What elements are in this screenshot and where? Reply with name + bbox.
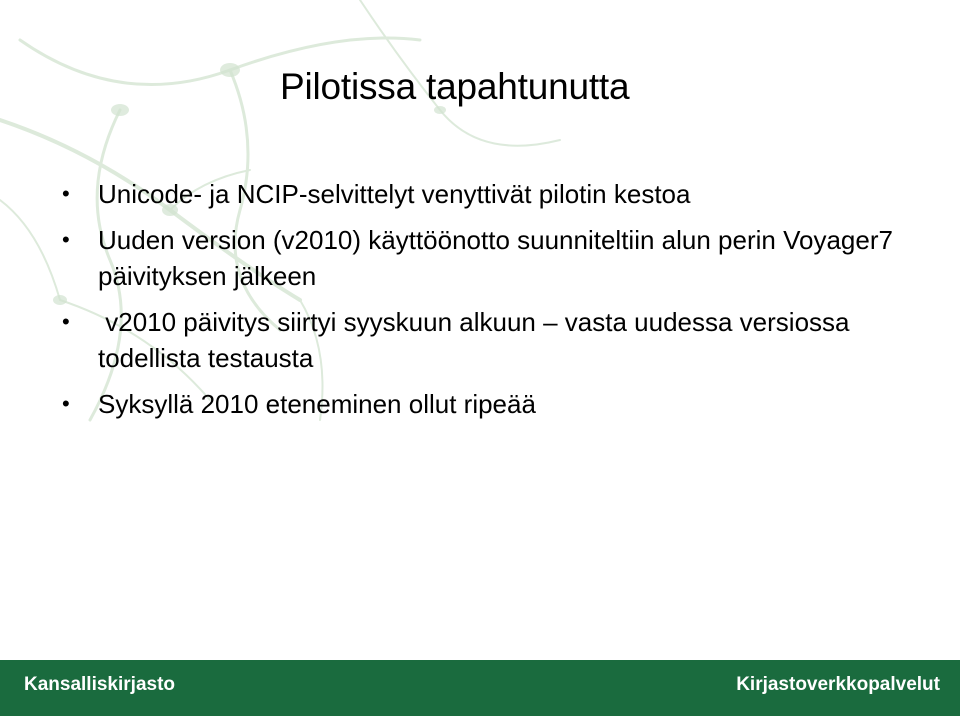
kansalliskirjasto-logo: Kansalliskirjasto — [24, 674, 176, 695]
bullet-text: Uuden version (v2010) käyttöönotto suunniteltiin alun perin Voyager7 päivityksen jälkeen — [98, 225, 893, 291]
bullet-icon: • — [62, 227, 70, 252]
bullet-icon: • — [62, 181, 70, 206]
bullet-item — [62, 386, 922, 422]
bullet-text: Unicode- ja NCIP-selvittelyt venyttivät pilotin kestoa — [98, 179, 691, 209]
bullet-item — [62, 222, 922, 294]
bullet-icon: • — [62, 391, 70, 416]
bullet-item — [62, 304, 922, 376]
bullet-list — [62, 176, 922, 432]
slide-title: Pilotissa tapahtunutta — [280, 66, 630, 107]
footer-bar — [0, 660, 960, 716]
kirjastoverkkopalvelut-logo: Kirjastoverkkopalvelut — [736, 674, 940, 695]
bullet-icon: • — [62, 309, 70, 334]
bullet-text: v2010 päivitys siirtyi syyskuun alkuun – vasta uudessa versiossa todellista testausta — [98, 307, 857, 373]
bullet-item — [62, 176, 922, 212]
bullet-text: Syksyllä 2010 eteneminen ollut ripeää — [98, 389, 536, 419]
